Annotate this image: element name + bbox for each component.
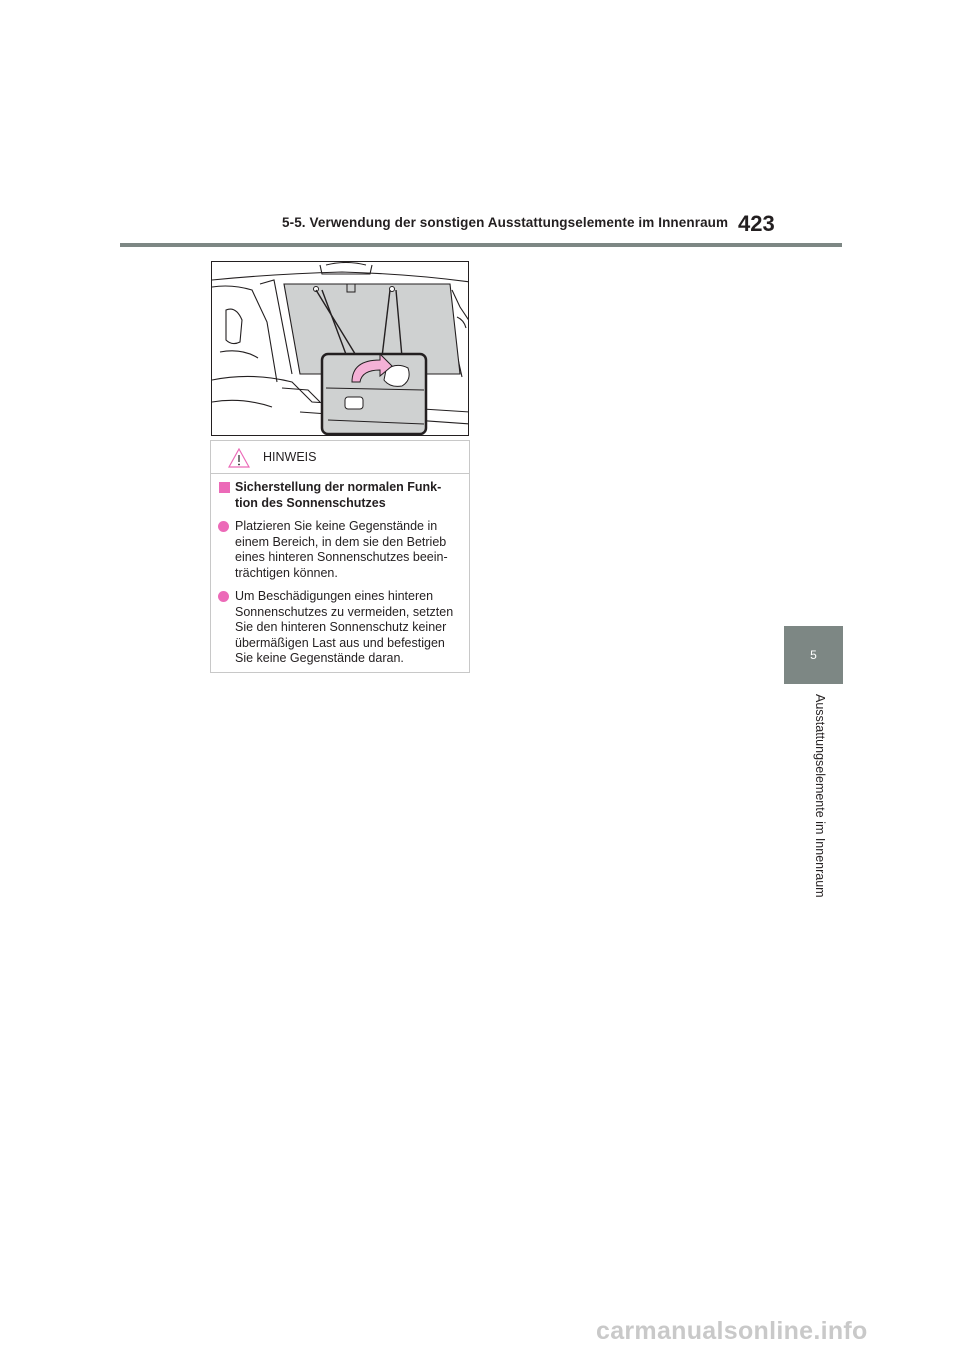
notice-heading-text: Sicherstellung der normalen Funk- tion des Sonnenschutzes [235,480,442,510]
page-number: 423 [738,211,775,236]
square-bullet-icon [219,482,230,493]
list-item [217,589,457,667]
chapter-tab[interactable] [784,626,843,684]
notice-heading [217,480,457,511]
notice-box [210,440,470,673]
sunshade-illustration [211,261,469,436]
list-item-text: Platzieren Sie keine Gegenstände in einem Bereich, in dem sie den Betrieb eines hinteren Sonnenschutzes beein- trächtigen können. [235,519,448,580]
circle-bullet-icon [218,521,229,532]
notice-label: HINWEIS [263,450,317,464]
watermark: carmanualsonline.info [596,1317,868,1345]
warning-triangle-icon [228,448,250,468]
circle-bullet-icon [218,591,229,602]
list-item-text: Um Beschädigungen eines hinteren Sonnenschutzes zu vermeiden, setzten Sie den hinteren Sonnenschutz keiner übermäßigen Last aus und befestigen Sie keine Gegenstände daran. [235,589,454,665]
rear-sunshade-diagram-icon [212,262,469,436]
notice-header [211,441,469,474]
chapter-number: 5 [810,648,817,662]
section-title: 5-5. Verwendung der sonstigen Ausstattungselemente im Innenraum [282,215,729,230]
chapter-title: Ausstattungselemente im Innenraum [813,694,827,898]
list-item [217,519,457,581]
header-divider [120,243,842,247]
